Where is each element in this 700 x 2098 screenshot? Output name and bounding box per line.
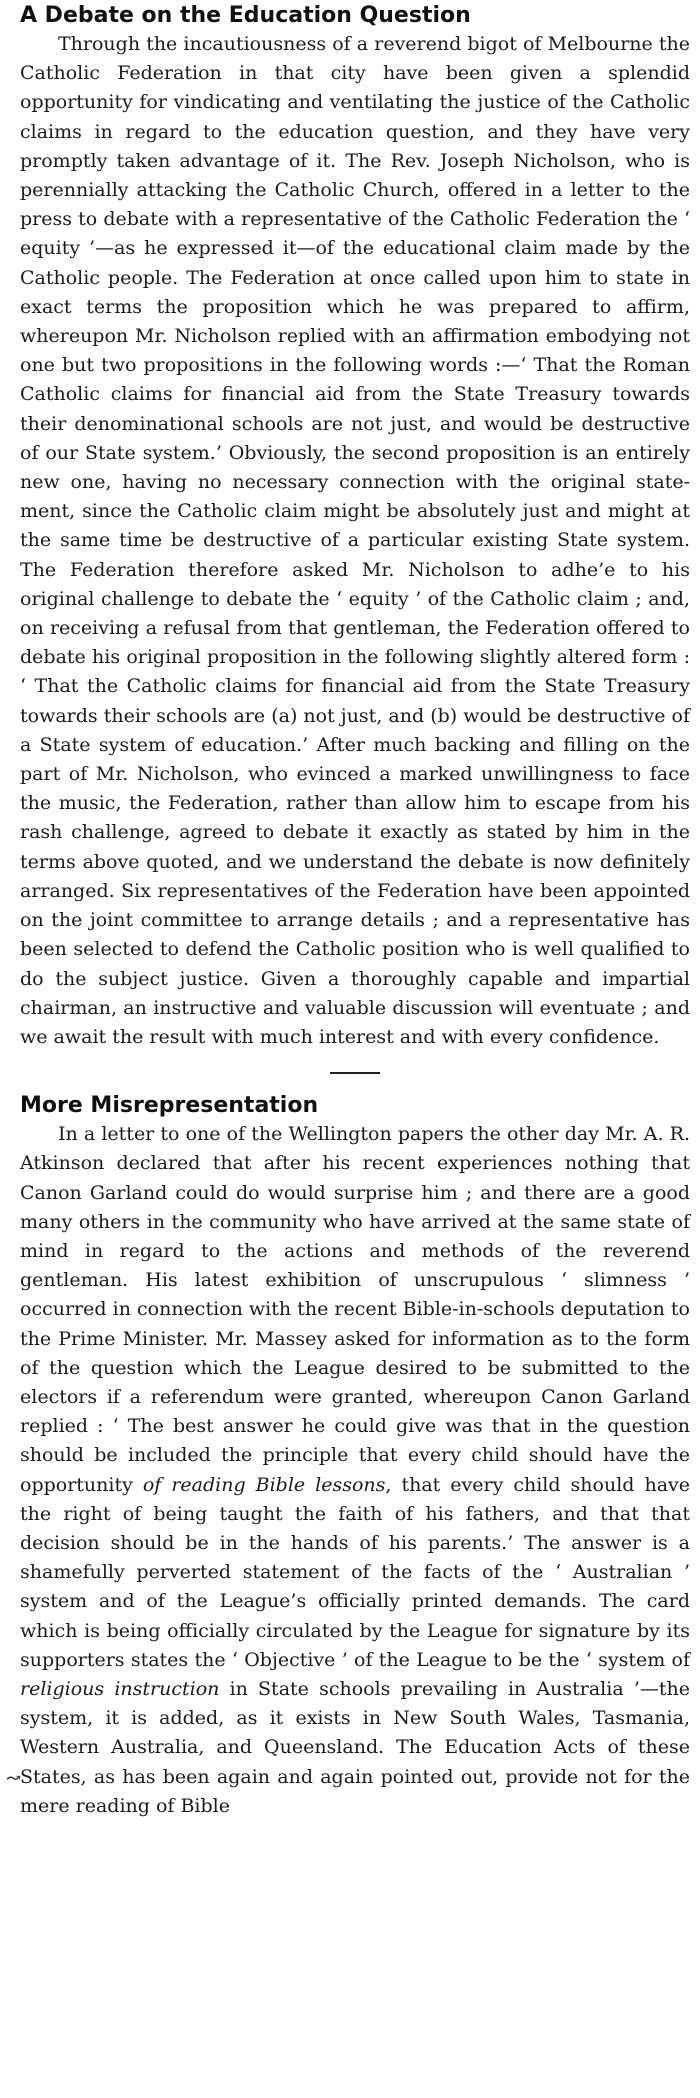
article-more-misrepresentation [20, 1092, 690, 1821]
text-run: , that every child should have the right of being taught the faith of his fathers, and that that decision should be in the hands of his parents.’ The answer is a shamefully perverted statement of the facts of the ‘ Australian ’ system and of the League’s officially printed demands. The card which is being officially circulated by the League for signature by its supporters states the ‘ Objective ’ of the League to be the ‘ system of [20, 1473, 691, 1671]
italic-text-run: of reading Bible lessons [142, 1473, 386, 1496]
margin-mark: ↝ [6, 1768, 22, 1789]
article-paragraph: Through the incautiousness of a reverend bigot of Melbourne the Catholic Federation in that city have been given a splendid opportunity for vindicating and ventilating the justice of the Catholic claims in regard to the education question, and they have very promptly taken advantage of it. The Rev. Joseph Nicholson, who is perennially attacking the Catholic Church, offered in a letter to the press to debate with a representative of the Catholic Federation the ‘ equity ’—as he expressed it—of the educational claim made by the Catholic people. The Federation at once called upon him to state in exact terms the proposition which he was prepared to affirm, whereupon Mr. Nicholson replied with an affirmation embodying not one but two propositions in the following words :—‘ That the Roman Catholic claims for financial aid from the State Treasury towards their denominational schools are not just, and would be destructive of our State system.’ Obviously, the second proposition is an entirely new one, having no necessary connection with the original statement, since the Catholic claim might be absolutely just and might at the same time be destructive of a particular existing State system. The Federation therefore asked Mr. Nicholson to adhe’e to his original challenge to debate the ‘ equity ’ of the Catholic claim ; and, on receiving a refusal from that gentleman, the Federation offered to debate his original proposition in the following slightly altered form : ‘ That the Catholic claims for financial aid from the State Treasury towards their schools are (a) not just, and (b) would be destructive of a State system of education.’ After much backing and filling on the part of Mr. Nicholson, who evinced a marked unwillingness to face the music, the Federation, rather than allow him to escape from his rash challenge, agreed to debate it exactly as stated by him in the terms above quoted, and we understand the debate is now definitely arranged. Six representatives of the Federation have been appointed on the joint committee to arrange details ; and a representative has been selected to defend the Catholic position who is well qualified to do the subject justice. Given a thoroughly capable and impartial chairman, an instructive and valuable discussion will eventuate ; and we await the result with much interest and with every confidence. [20, 33, 690, 1048]
article-body [20, 1120, 690, 1821]
italic-text-run: religious instruction [20, 1677, 220, 1700]
article-paragraph [20, 1120, 690, 1821]
text-run: In a letter to one of the Wellington papers the other day Mr. A. R. Atkinson declared that after his recent experiences nothing that Canon Garland could do would surprise him ; and there are a good many others in the community who have arrived at the same state of mind in regard to the actions and methods of the reverend gentleman. His latest exhibition of unscrupulous ‘ slimness ’ occurred in connection with the recent Bible-in-schools deputation to the Prime Minister. Mr. Massey asked for information as to the form of the question which the League desired to be submitted to the electors if a referendum were granted, whereupon Canon Garland replied : ‘ The best answer he could give was that in the question should be included the principle that every child should have the opportunity [20, 1123, 690, 1496]
text-run: in State schools prevailing in Australia ’—the system, it is added, as it exists in New South Wales, Tasmania, Western Australia, and Queensland. The Education Acts of these States, as has been again and again pointed out, provide not for the mere reading of Bible [20, 1677, 690, 1817]
section-divider [330, 1072, 380, 1074]
article-debate-education [20, 2, 690, 1052]
article-title: More Misrepresentation [20, 1093, 319, 1119]
article-body [20, 30, 690, 1052]
article-title: A Debate on the Education Question [20, 3, 471, 28]
